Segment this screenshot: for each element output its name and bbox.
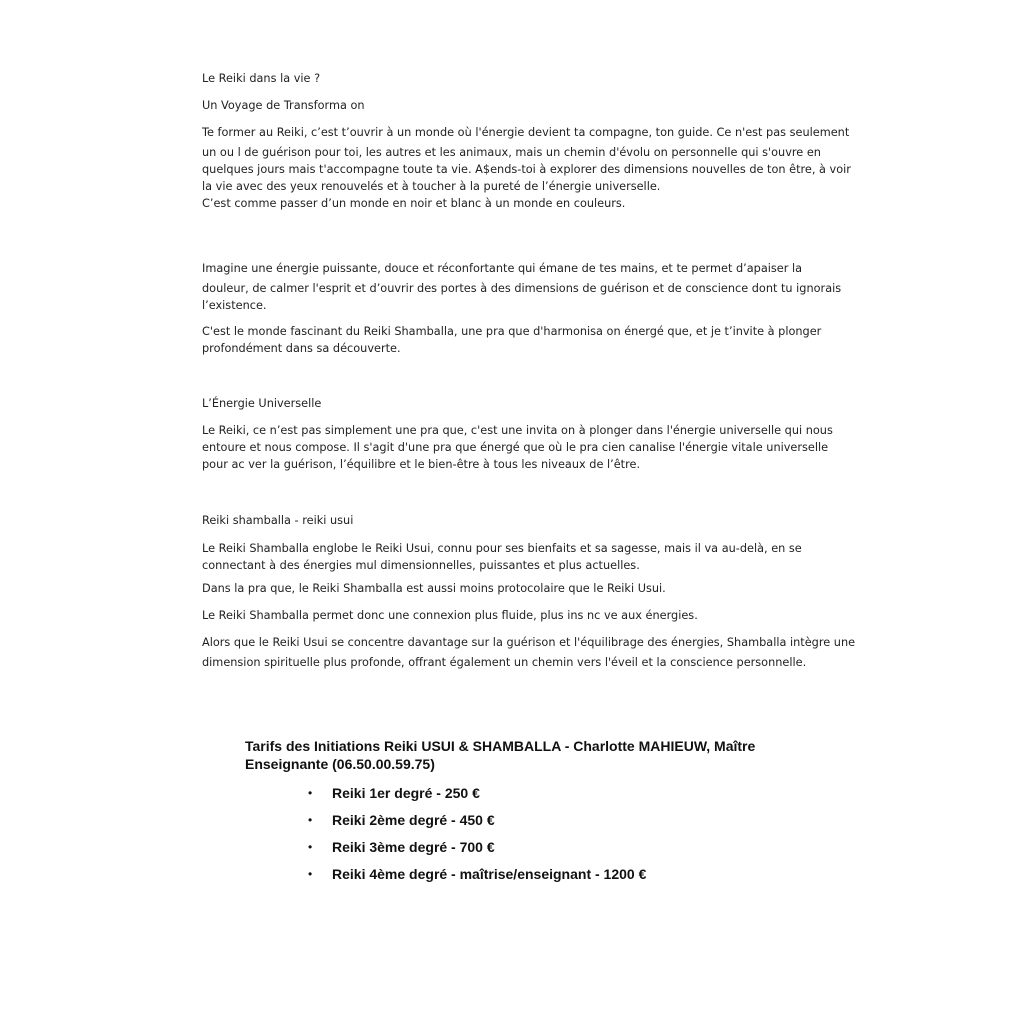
bullet-icon: • <box>308 867 313 881</box>
bullet-icon: • <box>308 786 313 800</box>
paragraph-line: C’est comme passer d’un monde en noir et blanc à un monde en couleurs. <box>202 197 626 210</box>
tarif-label: Reiki 1er degré - 250 € <box>332 785 480 801</box>
section-subheading: Un Voyage de Transforma on <box>202 99 365 112</box>
bullet-icon: • <box>308 840 313 854</box>
paragraph-line: Imagine une énergie puissante, douce et réconfortante qui émane de tes mains, et te permet d’apaiser la <box>202 262 803 275</box>
paragraph-line: C'est le monde fascinant du Reiki Shamballa, une pra que d'harmonisa on énergé que, et je t’invite à plonger <box>202 325 822 338</box>
paragraph-line: connectant à des énergies mul dimensionnelles, puissantes et plus actuelles. <box>202 559 640 572</box>
paragraph-line: un ou l de guérison pour toi, les autres et les animaux, mais un chemin d'évolu on personnelle qui s'ouvre en <box>202 146 821 159</box>
tarifs-list <box>308 784 646 892</box>
paragraph-line: l’existence. <box>202 299 267 312</box>
bullet-icon: • <box>308 813 313 827</box>
paragraph-line: la vie avec des yeux renouvelés et à toucher à la pureté de l’énergie universelle. <box>202 180 661 193</box>
paragraph-line: profondément dans sa découverte. <box>202 342 401 355</box>
tarif-label: Reiki 4ème degré - maîtrise/enseignant - 1200 € <box>332 866 647 882</box>
paragraph-line: Te former au Reiki, c’est t’ouvrir à un monde où l'énergie devient ta compagne, ton guide. Ce n'est pas seulement <box>202 126 850 139</box>
tarifs-heading-line: Enseignante (06.50.00.59.75) <box>245 756 435 772</box>
list-item <box>308 865 646 892</box>
paragraph <box>202 634 856 671</box>
paragraph-line: entoure et nous compose. Il s'agit d'une pra que énergé que où le pra cien canalise l'énergie vitale universelle <box>202 441 829 454</box>
paragraph <box>202 124 851 212</box>
section-heading: Reiki shamballa - reiki usui <box>202 514 354 527</box>
tarifs-heading <box>245 737 805 773</box>
list-item <box>308 784 646 811</box>
section-heading: L’Énergie Universelle <box>202 397 322 410</box>
paragraph-line: pour ac ver la guérison, l’équilibre et le bien-être à tous les niveaux de l’être. <box>202 458 641 471</box>
paragraph-line: Le Reiki Shamballa englobe le Reiki Usui, connu pour ses bienfaits et sa sagesse, mais il va au-delà, en se <box>202 542 802 555</box>
paragraph <box>202 260 842 314</box>
paragraph <box>202 323 842 357</box>
list-item <box>308 811 646 838</box>
list-item <box>308 838 646 865</box>
tarifs-heading-line: Tarifs des Initiations Reiki USUI & SHAMBALLA - Charlotte MAHIEUW, Maître <box>245 738 756 754</box>
paragraph: Dans la pra que, le Reiki Shamballa est aussi moins protocolaire que le Reiki Usui. <box>202 582 666 595</box>
tarif-label: Reiki 2ème degré - 450 € <box>332 812 495 828</box>
tarif-label: Reiki 3ème degré - 700 € <box>332 839 495 855</box>
paragraph-line: Le Reiki, ce n’est pas simplement une pra que, c'est une invita on à plonger dans l'énergie universelle qui nous <box>202 424 833 437</box>
paragraph: Le Reiki Shamballa permet donc une connexion plus fluide, plus ins nc ve aux énergies. <box>202 609 698 622</box>
paragraph-line: douleur, de calmer l'esprit et d’ouvrir des portes à des dimensions de guérison et de conscience dont tu ignorais <box>202 282 842 295</box>
paragraph <box>202 422 842 473</box>
paragraph-line: Alors que le Reiki Usui se concentre davantage sur la guérison et l'équilibrage des énergies, Shamballa intègre une <box>202 636 856 649</box>
paragraph-line: dimension spirituelle plus profonde, offrant également un chemin vers l'éveil et la conscience personnelle. <box>202 656 807 669</box>
paragraph <box>202 540 842 574</box>
section-heading: Le Reiki dans la vie ? <box>202 72 321 85</box>
paragraph-line: quelques jours mais t'accompagne toute ta vie. A$ends-toi à explorer des dimensions nouvelles de ton être, à voir <box>202 163 851 176</box>
